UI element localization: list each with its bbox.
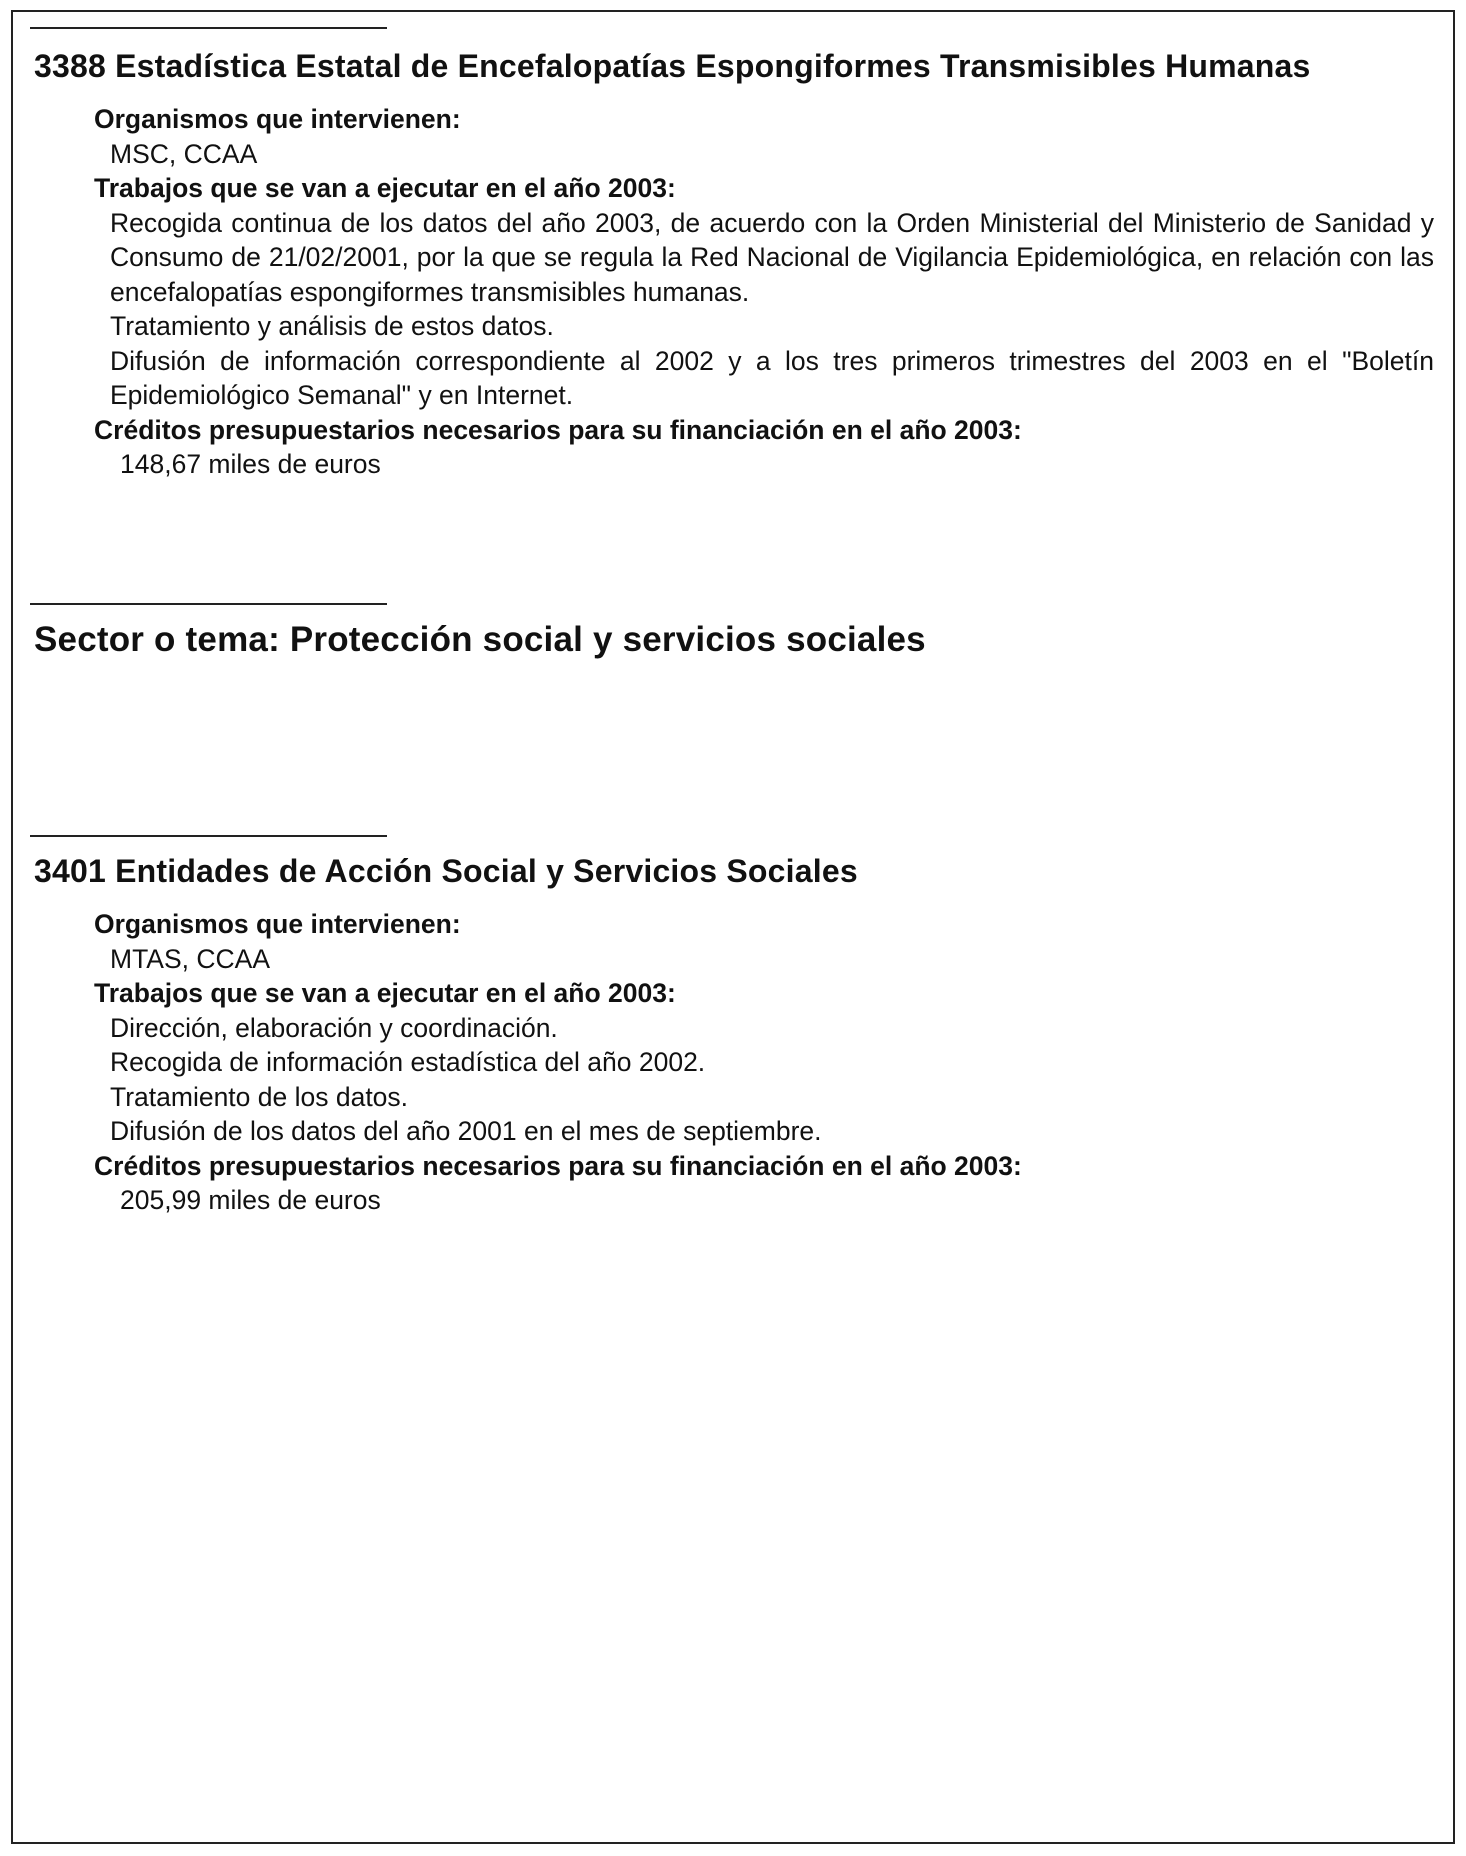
- trabajo-item: Difusión de los datos del año 2001 en el mes de septiembre.: [110, 1116, 822, 1146]
- section-rule: [30, 835, 387, 837]
- sector-title: Sector o tema: Protección social y servicios sociales: [34, 620, 926, 659]
- creditos-label: Créditos presupuestarios necesarios para su financiación en el año 2003:: [94, 414, 1022, 445]
- organismos-label: Organismos que intervienen:: [94, 909, 461, 939]
- entry-body: [94, 102, 1434, 482]
- organismos-value: MTAS, CCAA: [110, 943, 270, 974]
- trabajo-item: Recogida de información estadística del año 2002.: [110, 1047, 706, 1077]
- creditos-value: 148,67 miles de euros: [120, 449, 381, 479]
- trabajo-item: Dirección, elaboración y coordinación.: [110, 1012, 558, 1043]
- section-rule: [30, 27, 387, 29]
- trabajos-label: Trabajos que se van a ejecutar en el año 2003:: [94, 173, 676, 203]
- trabajo-item: Tratamiento y análisis de estos datos.: [110, 311, 554, 341]
- trabajos-label: Trabajos que se van a ejecutar en el año 2003:: [94, 978, 676, 1008]
- organismos-value: MSC, CCAA: [110, 138, 258, 169]
- entry-body: [94, 907, 1434, 1218]
- organismos-label: Organismos que intervienen:: [94, 104, 461, 134]
- entry-title: 3401 Entidades de Acción Social y Servicios Sociales: [34, 853, 858, 889]
- entry-title: 3388 Estadística Estatal de Encefalopatías Espongiformes Transmisibles Humanas: [34, 48, 1311, 84]
- trabajo-item: Recogida continua de los datos del año 2003, de acuerdo con la Orden Ministerial del Ministerio de Sanidad y Consumo de 21/02/2001, por la que se regula la Red Nacional de Vigilancia Epidemiológica, en relación con las encefalopatías espongiformes transmisibles humanas.: [110, 207, 1434, 307]
- trabajo-item: Tratamiento de los datos.: [110, 1081, 409, 1112]
- creditos-value: 205,99 miles de euros: [120, 1185, 381, 1215]
- trabajo-item: Difusión de información correspondiente al 2002 y a los tres primeros trimestres del 2003 en el "Boletín Epidemiológico Semanal" y en Internet.: [110, 345, 1434, 410]
- section-rule: [30, 603, 387, 605]
- creditos-label: Créditos presupuestarios necesarios para su financiación en el año 2003:: [94, 1150, 1022, 1181]
